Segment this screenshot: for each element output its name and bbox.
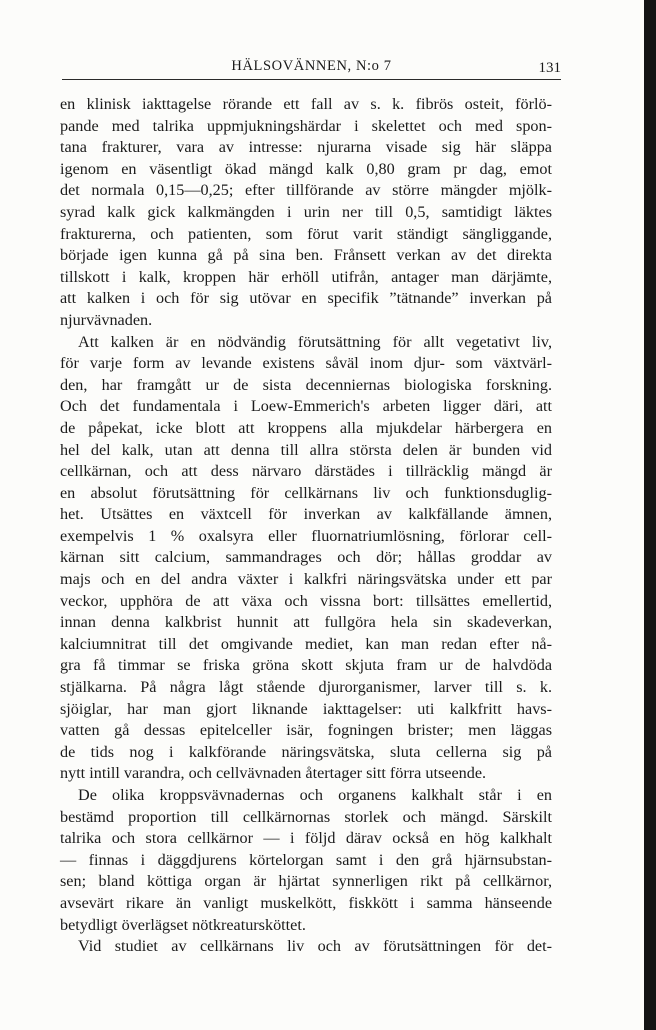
text-line: en absolut förutsättning för cellkärnans liv och funktionsduglig- [60,483,552,502]
text-line: igenom en väsentligt ökad mängd kalk 0,80 gram pr dag, emot [60,159,552,178]
text-line: kalciumnitrat till det omgivande mediet, kan man redan efter nå- [60,634,552,653]
text-line: njurvävnaden. [60,310,153,329]
text-line: började igen kunna gå på sina ben. Frånsett verkan av det direkta [60,246,552,265]
text-line: syrad kalk gick kalkmängden i urin ner till 0,5, samtidigt läktes [60,202,552,221]
text-line: tana frakturer, vara av intresse: njurarna visade sig här släppa [60,138,552,157]
text-line: majs och en del andra växter i kalkfri näringsvätska under ett par [60,570,552,589]
body-text [60,94,552,958]
text-line: Och det fundamentala i Loew-Emmerich's arbeten ligger däri, att [60,397,552,416]
text-line: Vid studiet av cellkärnans liv och av förutsättningen för det- [78,937,552,956]
text-line: att kalken i och för sig utövar en specifik ”tätnande” inverkan på [60,289,552,308]
text-line: Att kalken är en nödvändig förutsättning för allt vegetativt liv, [78,332,552,351]
text-line: betydligt överlägset nötkreatursköttet. [60,915,306,934]
text-line: kärnan sitt calcium, sammandrages och dör; hållas groddar av [60,548,552,567]
text-line: en klinisk iakttagelse rörande ett fall av s. k. fibrös osteit, förlö- [60,95,552,113]
text-line: het. Utsättes en växtcell för inverkan av kalkfällande ämnen, [60,505,552,524]
page-number: 131 [538,60,561,76]
text-line: exempelvis 1 % oxalsyra eller fluornatriumlösning, förlorar cell- [60,526,552,545]
text-line: sen; bland köttiga organ är hjärtat synnerligen rikt på cellkärnor, [60,872,552,891]
text-line: sjöiglar, har man gjort liknande iakttagelser: uti kalkfritt havs- [60,699,552,718]
text-line: bestämd proportion till cellkärnornas storlek och mängd. Särskilt [60,807,552,826]
scan-edge [644,0,656,1030]
text-line: cellkärnan, och att dess närvaro därstädes i tillräcklig mängd är [60,462,552,481]
text-line: stjälkarna. På några lågt stående djurorganismer, larver till s. k. [60,678,552,697]
text-line: pande med talrika uppmjukningshärdar i skelettet och med spon- [60,116,552,135]
text-line: vatten gå dessas epitelceller isär, fogningen brister; men läggas [60,721,552,740]
text-line: för varje form av levande existens såväl inom djur- som växtvärl- [60,354,552,373]
running-title: HÄLSOVÄNNEN, N:o 7 [231,58,392,74]
text-line: nytt intill varandra, och cellvävnaden återtager sitt förra utseende. [60,764,487,783]
text-line: veckor, upphöra de att växa och vissna bort: tillsättes emellertid, [60,591,552,610]
text-line: de påpekat, icke blott att kroppens alla mjukdelar härbergera en [60,418,552,437]
text-line: talrika och stora cellkärnor — i följd därav också en hög kalkhalt [60,829,552,848]
text-line: innan denna kalkbrist hunnit att fullgöra hela sin skadeverkan, [60,613,552,632]
text-line: det normala 0,15—0,25; efter tillförande av större mängder mjölk- [60,181,552,200]
text-line: gra få timmar se friska gröna skott skjuta fram ur de halvdöda [60,656,552,675]
text-line: — finnas i däggdjurens körtelorgan samt i den grå hjärnsubstan- [60,850,552,869]
text-line: De olika kroppsvävnadernas och organens kalkhalt står i en [78,786,552,804]
text-line: de tids nog i kalkförande näringsvätska, sluta cellerna sig på [60,742,552,761]
text-line: avsevärt rikare än vanligt muskelkött, fiskkött i samma hänseende [60,893,552,912]
header-rule [62,79,561,80]
text-line: den, har framgått ur de sista decenniernas biologiska forskning. [60,375,552,394]
text-line: frakturerna, och patienten, som förut varit ständigt sängliggande, [60,224,552,243]
text-line: tillskott i kalk, kroppen här erhöll utifrån, antager man därjämte, [60,267,552,286]
page-header [62,56,561,84]
text-line: hel del kalk, utan att denna till allra största delen är bunden vid [60,440,552,459]
